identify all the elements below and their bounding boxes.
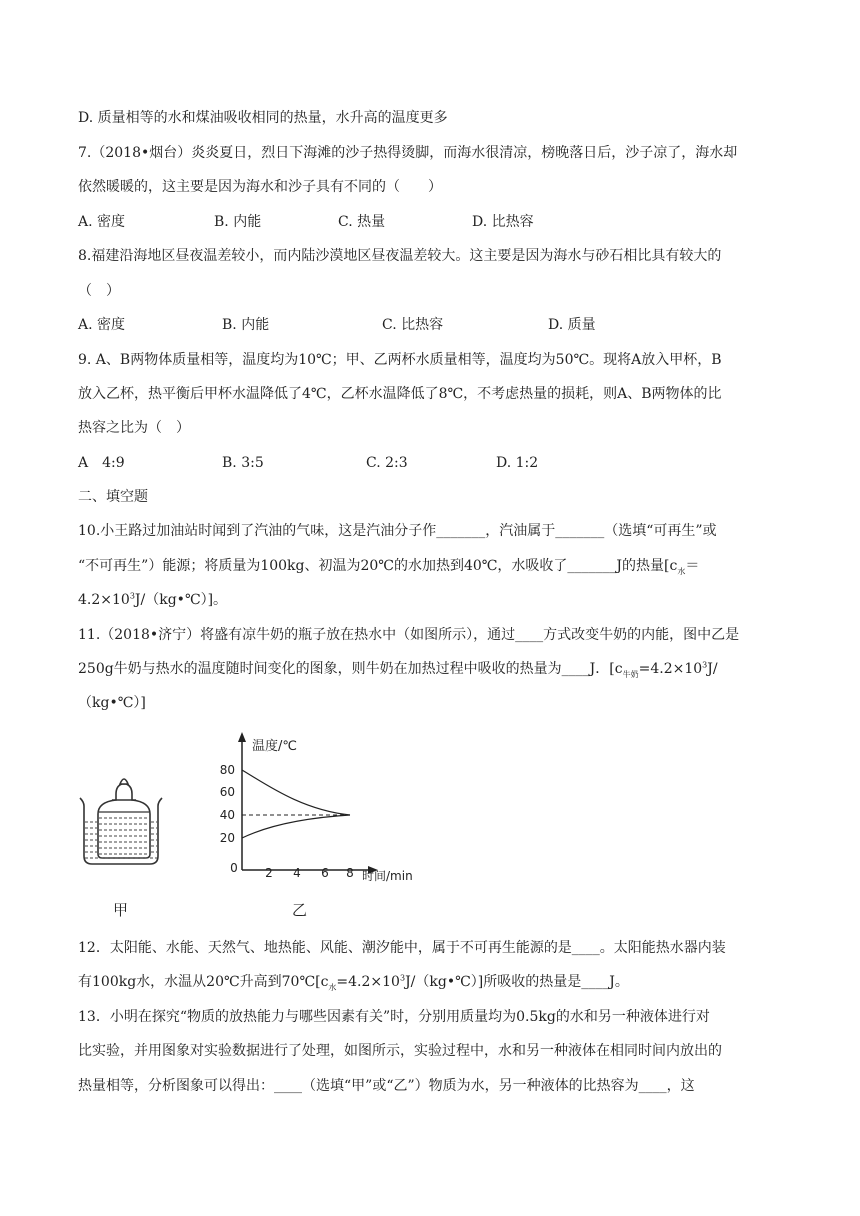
q7-option-c: C. 热量 <box>338 214 386 230</box>
x-tick-2: 2 <box>265 866 273 880</box>
q11-stem-line1: 11.（2018•济宁）将盛有凉牛奶的瓶子放在热水中（如图所示），通过____方式改变牛奶的内能，图中乙是 <box>78 627 740 643</box>
q7-stem-line2: 依然暖暖的，这主要是因为海水和沙子具有不同的（ ） <box>78 179 442 195</box>
q11-stem-line3: （kg•℃）] <box>78 695 146 711</box>
q10-stem-line3: $4.2\times 10^3J/(kg•℃)$]。 <box>78 591 228 608</box>
hot-water-curve <box>242 770 350 815</box>
y-tick-40: 40 <box>219 808 235 822</box>
y-tick-20: 20 <box>219 831 235 845</box>
q13-stem-line3: 热量相等，分析图象可以得出：____（选填“甲”或“乙”）物质为水，另一种液体的比热容为____，这 <box>78 1078 695 1094</box>
x-axis-label: 时间/min <box>362 869 413 882</box>
q7-option-d: D. 比热容 <box>472 214 534 230</box>
y-tick-60: 60 <box>219 785 235 799</box>
q10-stem-line2: “不可再生”）能源；将质量为100kg、初温为20℃的水加热到40℃，水吸收了_______J的热量[$c_水=$ <box>78 558 700 576</box>
q13-stem-line1: 13．小明在探究“物质的放热能力与哪些因素有关”时，分别用质量均为0.5kg的水和另一种液体进行对 <box>78 1009 710 1025</box>
milk-curve <box>242 815 350 838</box>
q8-option-c: C. 比热容 <box>382 317 444 333</box>
q8-option-a: A. 密度 <box>78 317 126 333</box>
q8-option-b: B. 内能 <box>222 317 270 333</box>
q9-stem-line1: 9. A、B两物体质量相等，温度均为10℃；甲、乙两杯水质量相等，温度均为50℃。现将A放入甲杯，B <box>78 352 722 368</box>
q13-stem-line2: 比实验，并用图象对实验数据进行了处理，如图所示，实验过程中，水和另一种液体在相同时间内放出的 <box>78 1043 722 1059</box>
q8-stem-line2: （ ） <box>78 283 120 299</box>
caption-jia: 甲 <box>113 901 129 919</box>
q9-stem-line2: 放入乙杯，热平衡后甲杯水温降低了4℃，乙杯水温降低了8℃，不考虑热量的损耗，则A、B两物体的比 <box>78 386 722 402</box>
q9-option-d: D. 1:2 <box>496 455 539 471</box>
q8-option-d: D. 质量 <box>548 317 596 333</box>
section-heading: 二、填空题 <box>78 489 148 505</box>
y-tick-80: 80 <box>219 763 235 777</box>
beaker-bottle-figure <box>76 772 166 868</box>
caption-yi: 乙 <box>292 901 308 919</box>
q9-option-c: C. 2:3 <box>366 455 408 471</box>
q12-stem-line1: 12．太阳能、水能、天然气、地热能、风能、潮汐能中，属于不可再生能源的是____。太阳能热水器内装 <box>78 940 726 956</box>
x-tick-8: 8 <box>346 866 354 880</box>
x-tick-0: 0 <box>230 861 238 875</box>
q11-stem-line2: 250g牛奶与热水的温度随时间变化的图象，则牛奶在加热过程中吸收的热量为____J．[$c_{牛奶}=4.2\times 10^3J/$ <box>78 660 718 679</box>
x-tick-4: 4 <box>293 866 301 880</box>
q9-stem-line3: 热容之比为（ ） <box>78 420 190 436</box>
q7-option-a: A. 密度 <box>78 214 126 230</box>
q6-option-d: D. 质量相等的水和煤油吸收相同的热量，水升高的温度更多 <box>78 110 448 126</box>
q9-option-b: B. 3:5 <box>222 455 264 471</box>
q9-option-a: A 4:9 <box>78 455 125 471</box>
q7-stem-line1: 7.（2018•烟台）炎炎夏日，烈日下海滩的沙子热得烫脚，而海水很清凉，榜晚落日后，沙子凉了，海水却 <box>78 145 738 161</box>
y-axis-label: 温度/℃ <box>252 739 297 754</box>
y-axis-arrow-icon <box>238 732 246 742</box>
x-tick-6: 6 <box>321 866 329 880</box>
q12-stem-line2: 有100kg水，水温从20℃升高到$70℃[c_水=4.2\times 10^3J/(kg•℃)]$所吸收的热量是____J。 <box>78 973 629 992</box>
q8-stem-line1: 8.福建沿海地区昼夜温差较小，而内陆沙漠地区昼夜温差较大。这主要是因为海水与砂石相比具有较大的 <box>78 248 722 264</box>
q10-stem-line1: 10.小王路过加油站时闻到了汽油的气味，这是汽油分子作_______，汽油属于_______（选填“可再生”或 <box>78 523 717 539</box>
q7-option-b: B. 内能 <box>214 214 262 230</box>
temperature-time-graph <box>212 730 422 882</box>
